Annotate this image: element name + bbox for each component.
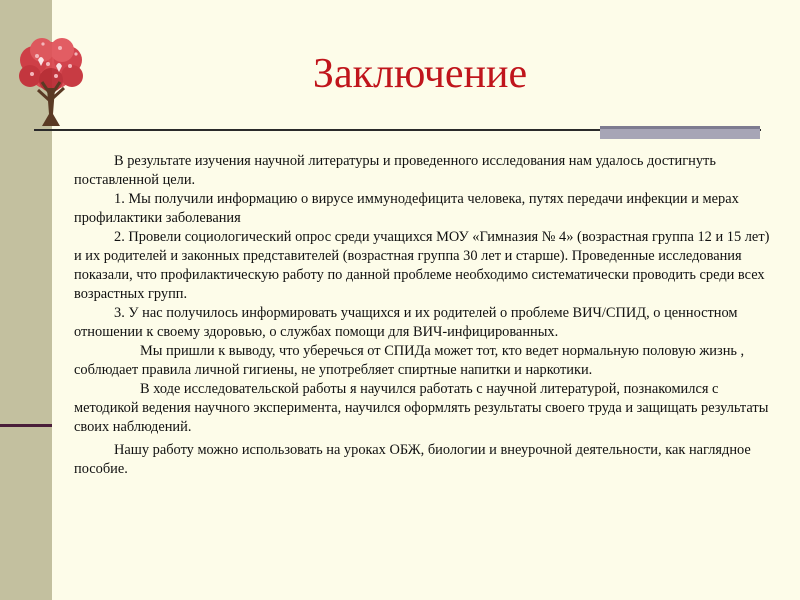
paragraph-conclusion: Мы пришли к выводу, что уберечься от СПИДа может тот, кто ведет нормальную половую жизнь , соблюдает правила личной гигиены, не употребляет спиртные напитки и наркотики. xyxy=(74,343,745,378)
title-accent-bar-edge xyxy=(600,126,760,129)
slide-title: Заключение xyxy=(312,51,528,97)
conclusion-text xyxy=(74,152,774,479)
paragraph-point-3: 3. У нас получилось информировать учащихся и их родителей о проблеме ВИЧ/СПИД, о ценностном отношении к своему здоровью, о службах помощи для ВИЧ-инфицированных. xyxy=(74,305,738,340)
paragraph-point-1: 1. Мы получили информацию о вирусе иммунодефицита человека, путях передачи инфекции и мерах профилактики заболевания xyxy=(74,191,739,226)
red-ribbon-tree-icon xyxy=(12,36,90,130)
paragraph-usage: Нашу работу можно использовать на уроках ОБЖ, биологии и внеурочной деятельности, как наглядное пособие. xyxy=(74,442,751,477)
paragraph-skills: В ходе исследовательской работы я научился работать с научной литературой, познакомился с методикой ведения научного эксперимента, научился оформлять результаты своего труда и защищать результаты своих наблюдений. xyxy=(74,381,769,435)
paragraph-point-2: 2. Провели социологический опрос среди учащихся МОУ «Гимназия № 4» (возрастная группа 12 и 15 лет) и их родителей и законных представителей (возрастная группа 30 лет и старше). Проведенные исследования показали, что профилактическую работу по данной проблеме необходимо систематически проводить среди всех возрастных групп. xyxy=(74,229,770,302)
left-band-divider xyxy=(0,424,52,427)
paragraph-intro: В результате изучения научной литературы и проведенного исследования нам удалось достигнуть поставленной цели. xyxy=(74,153,716,188)
